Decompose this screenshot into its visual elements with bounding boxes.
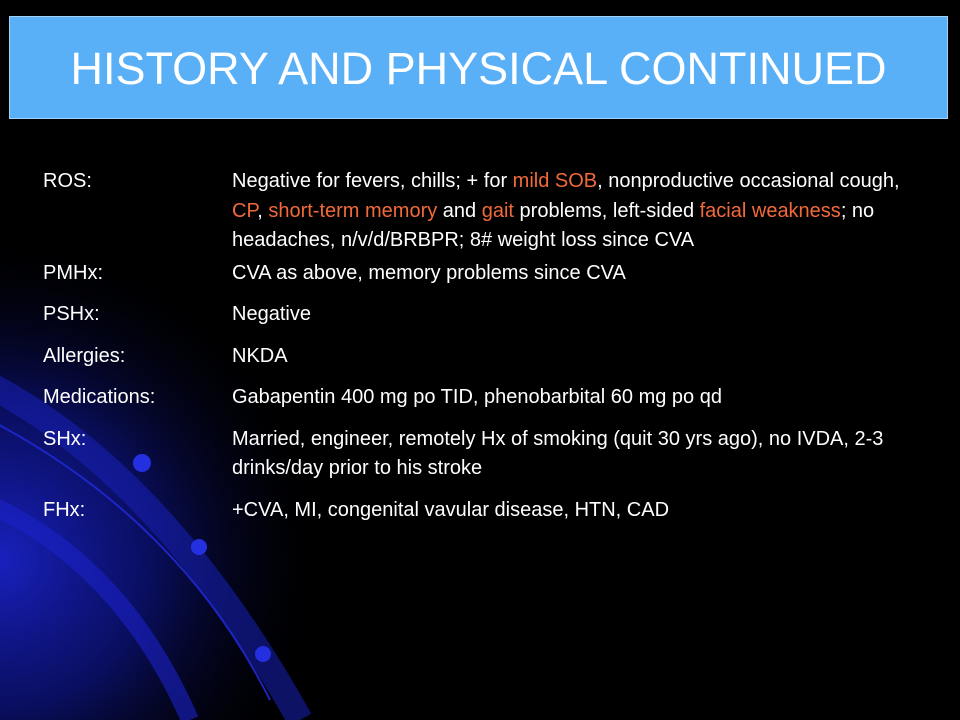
highlighted-finding: gait (481, 199, 514, 222)
row-pmhx (43, 259, 923, 289)
value-text: Negative for fevers, chills; + for (232, 170, 513, 192)
row-value (232, 383, 917, 413)
value-text: Married, engineer, remotely Hx of smoking (quit 30 yrs ago), no IVDA, 2-3 drinks/day prior to his stroke (232, 427, 884, 479)
value-text: ; no headaches, n/v/d/BRBPR; 8# weight loss since CVA (232, 199, 875, 251)
row-label: Medications: (43, 386, 156, 408)
value-text: Gabapentin 400 mg po TID, phenobarbital 60 mg po qd (232, 386, 722, 408)
row-value (232, 167, 917, 256)
highlighted-finding: facial weakness (699, 199, 841, 222)
history-list (43, 167, 923, 525)
value-text: +CVA, MI, congenital vavular disease, HTN, CAD (232, 498, 670, 521)
value-text: NKDA (232, 344, 288, 367)
row-value (232, 259, 917, 289)
row-value (232, 300, 917, 330)
row-label: PMHx: (43, 261, 103, 284)
decor-dot (255, 646, 271, 662)
row-ros (43, 167, 923, 256)
row-label: ROS: (43, 170, 92, 192)
title-bar (9, 16, 948, 119)
highlighted-finding: mild SOB (512, 170, 598, 192)
row-label: SHx: (43, 427, 87, 450)
row-label: PSHx: (43, 303, 100, 325)
slide-title: HISTORY AND PHYSICAL CONTINUED (70, 43, 887, 94)
highlighted-finding: short-term memory (268, 199, 438, 222)
value-text: , nonproductive occasional cough, (597, 170, 900, 192)
decor-dot (191, 539, 207, 555)
value-text: CVA as above, memory problems since CVA (232, 261, 626, 284)
row-allergies (43, 342, 923, 372)
row-label: Allergies: (43, 344, 126, 367)
row-value (232, 496, 917, 526)
row-pshx (43, 300, 923, 330)
row-label: FHx: (43, 498, 86, 521)
value-text: problems, left-sided (513, 199, 700, 222)
row-fhx (43, 496, 923, 526)
highlighted-finding: CP (232, 199, 258, 222)
value-text: Negative (232, 303, 311, 325)
value-text: , (257, 199, 269, 222)
row-medications (43, 383, 923, 413)
row-value (232, 342, 917, 372)
row-shx (43, 425, 923, 484)
value-text: and (437, 199, 482, 222)
row-value (232, 425, 917, 484)
